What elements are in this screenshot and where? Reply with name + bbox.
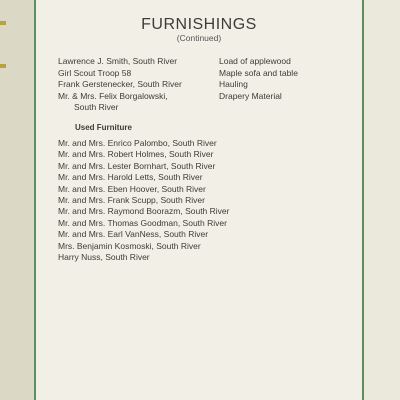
- section-heading-used-furniture: Used Furniture: [75, 123, 132, 132]
- list-item: Mr. and Mrs. Eben Hoover, South River: [58, 183, 206, 194]
- list-item: Mr. and Mrs. Lester Bornhart, South River: [58, 160, 216, 171]
- donor-column: [58, 56, 218, 114]
- binding-mark: [0, 21, 6, 25]
- donated-item: Maple sofa and table: [219, 67, 298, 78]
- list-item: Mr. and Mrs. Frank Scupp, South River: [58, 195, 205, 206]
- left-page-margin: [0, 0, 34, 400]
- list-item: Mrs. Benjamin Kosmoski, South River: [58, 240, 201, 251]
- page-subtitle: (Continued): [176, 33, 222, 43]
- donor-name: Frank Gerstenecker, South River: [58, 79, 182, 90]
- list-item: Mr. and Mrs. Enrico Palombo, South River: [58, 138, 217, 148]
- right-page-margin: [364, 0, 400, 400]
- item-column: [219, 56, 359, 102]
- donor-name: Lawrence J. Smith, South River: [58, 56, 178, 66]
- list-item: Harry Nuss, South River: [58, 252, 150, 263]
- donated-item: Load of applewood: [219, 56, 291, 66]
- list-item: Mr. and Mrs. Harold Letts, South River: [58, 172, 203, 183]
- donor-name: Girl Scout Troop 58: [58, 67, 132, 78]
- donor-name-continuation: South River: [74, 102, 119, 113]
- list-item: Mr. and Mrs. Earl VanNess, South River: [58, 229, 209, 240]
- donor-name: Mr. & Mrs. Felix Borgalowski,: [58, 90, 168, 101]
- donated-item: Hauling: [219, 79, 248, 90]
- binding-mark: [0, 64, 6, 68]
- page-title: FURNISHINGS: [141, 16, 257, 33]
- list-item: Mr. and Mrs. Robert Holmes, South River: [58, 149, 214, 160]
- list-item: Mr. and Mrs. Raymond Boorazm, South River: [58, 206, 230, 217]
- list-item: Mr. and Mrs. Thomas Goodman, South River: [58, 217, 227, 228]
- used-furniture-list: [58, 138, 358, 263]
- donated-item: Drapery Material: [219, 90, 282, 101]
